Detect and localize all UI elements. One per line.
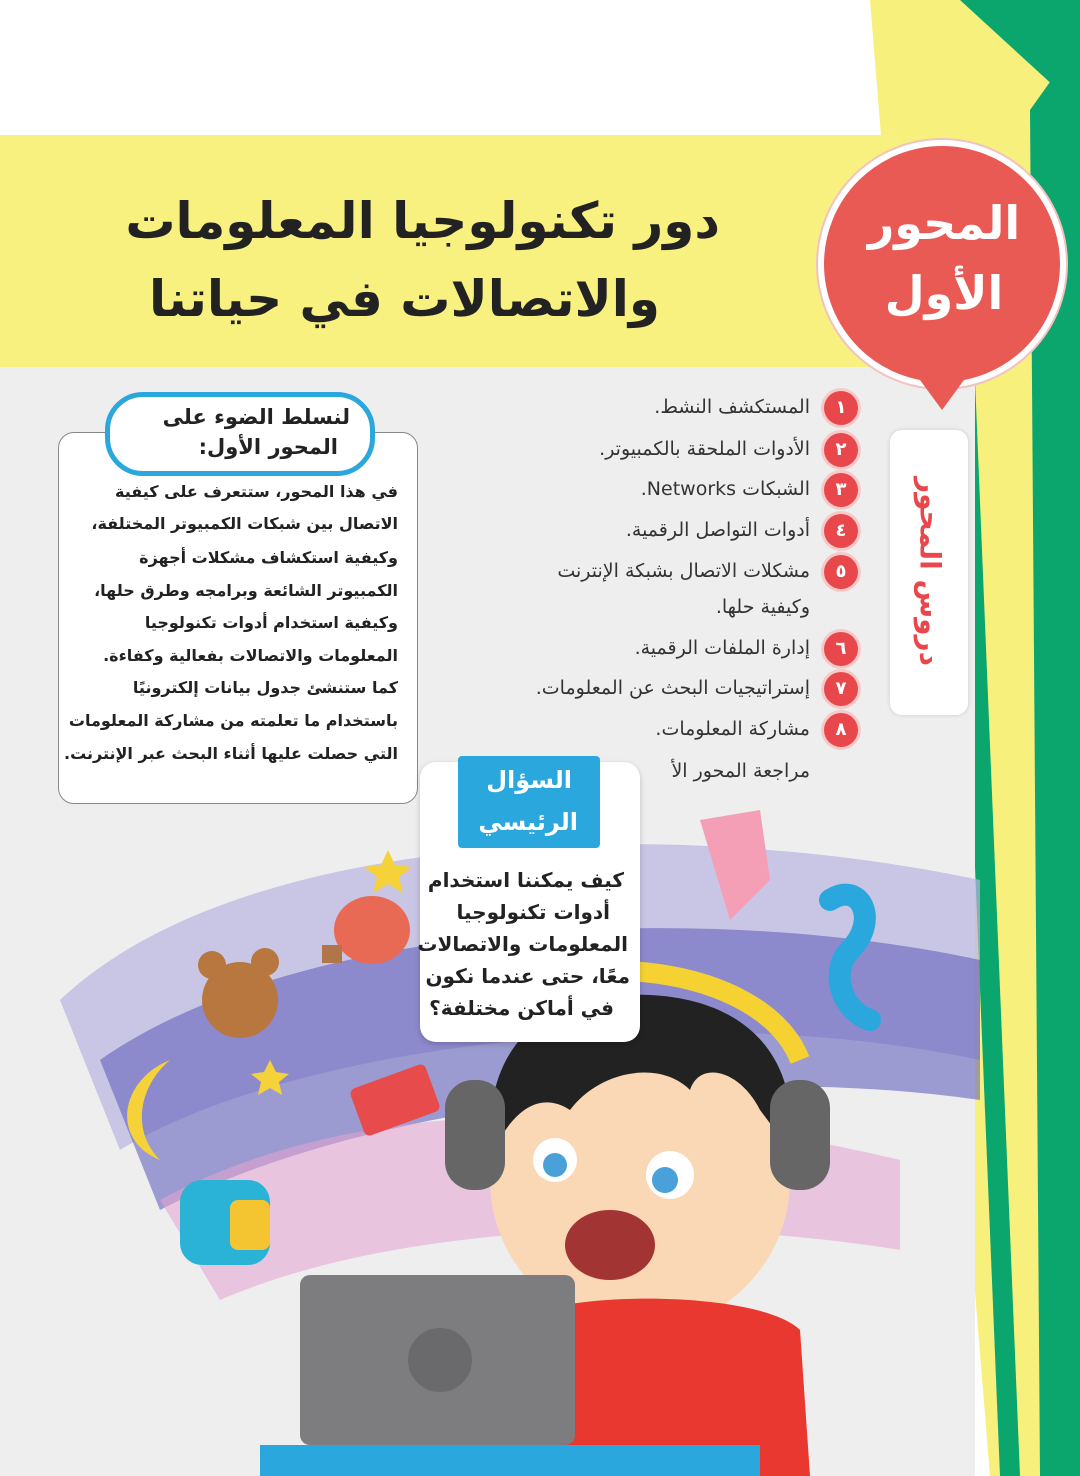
lesson-item[interactable]: مشكلات الاتصال بشبكة الإنترنت: [557, 560, 810, 582]
lesson-number: ٧: [824, 672, 858, 706]
spotlight-heading-line-1: لنسلط الضوء على: [162, 405, 350, 429]
key-question-label-box: [458, 756, 600, 848]
lesson-number: ٢: [824, 433, 858, 467]
lesson-item[interactable]: الشبكات Networks.: [640, 478, 810, 500]
spotlight-text-line: الاتصال بين شبكات الكمبيوتر المختلفة،: [91, 514, 398, 533]
lesson-item[interactable]: إدارة الملفات الرقمية.: [634, 637, 810, 659]
spotlight-heading-box: [105, 392, 375, 476]
lesson-number: ٣: [824, 473, 858, 507]
unit-badge-line-2: الأول: [884, 266, 1004, 320]
spotlight-text-line: وكيفية استكشاف مشكلات أجهزة: [139, 548, 398, 567]
lesson-number: ٨: [824, 713, 858, 747]
spotlight-text-line: باستخدام ما تعلمته من مشاركة المعلومات: [68, 711, 398, 730]
lesson-number: ٤: [824, 514, 858, 548]
page-title-line-1: دور تكنولوجيا المعلومات: [125, 192, 720, 250]
lesson-number: ١: [824, 391, 858, 425]
spotlight-text-line: الكمبيوتر الشائعة وبرامجه وطرق حلها،: [94, 581, 398, 600]
review-item[interactable]: مراجعة المحور الأ: [671, 760, 810, 782]
spotlight-text-line: التي حصلت عليها أثناء البحث عبر الإنترنت.: [64, 744, 398, 763]
unit-badge: [818, 140, 1066, 388]
lessons-tab: [890, 430, 968, 715]
page-title-line-2: والاتصالات في حياتنا: [148, 270, 660, 328]
spotlight-heading-line-2: المحور الأول:: [198, 435, 338, 459]
lesson-item-continued[interactable]: وكيفية حلها.: [715, 596, 810, 618]
spotlight-text-line: في هذا المحور، ستتعرف على كيفية: [114, 482, 398, 501]
lessons-tab-label: دروس المحور: [913, 476, 947, 666]
lesson-item[interactable]: المستكشف النشط.: [654, 396, 810, 418]
key-question-line: معًا، حتى عندما نكون: [425, 964, 630, 988]
lesson-item[interactable]: مشاركة المعلومات.: [655, 718, 810, 740]
unit-badge-line-1: المحور: [867, 196, 1021, 250]
lesson-number: ٥: [824, 555, 858, 589]
lesson-item[interactable]: الأدوات الملحقة بالكمبيوتر.: [599, 438, 810, 460]
badge-pointer: [920, 380, 964, 410]
key-question-label-line-2: الرئيسي: [478, 808, 578, 836]
lesson-item[interactable]: أدوات التواصل الرقمية.: [625, 519, 810, 541]
lesson-item[interactable]: إستراتيجيات البحث عن المعلومات.: [535, 677, 810, 699]
lesson-number: ٦: [824, 632, 858, 666]
key-question-line: في أماكن مختلفة؟: [429, 996, 614, 1020]
spotlight-text-line: كما ستنشئ جدول بيانات إلكترونيًا: [132, 678, 398, 697]
key-question-label-line-1: السؤال: [486, 766, 572, 794]
spotlight-text-line: المعلومات والاتصالات بفعالية وكفاءة.: [103, 646, 398, 665]
key-question-line: المعلومات والاتصالات: [417, 932, 628, 956]
key-question-line: كيف يمكننا استخدام: [427, 868, 624, 892]
key-question-line: أدوات تكنولوجيا: [456, 900, 610, 924]
spotlight-text-line: وكيفية استخدام أدوات تكنولوجيا: [144, 613, 398, 632]
